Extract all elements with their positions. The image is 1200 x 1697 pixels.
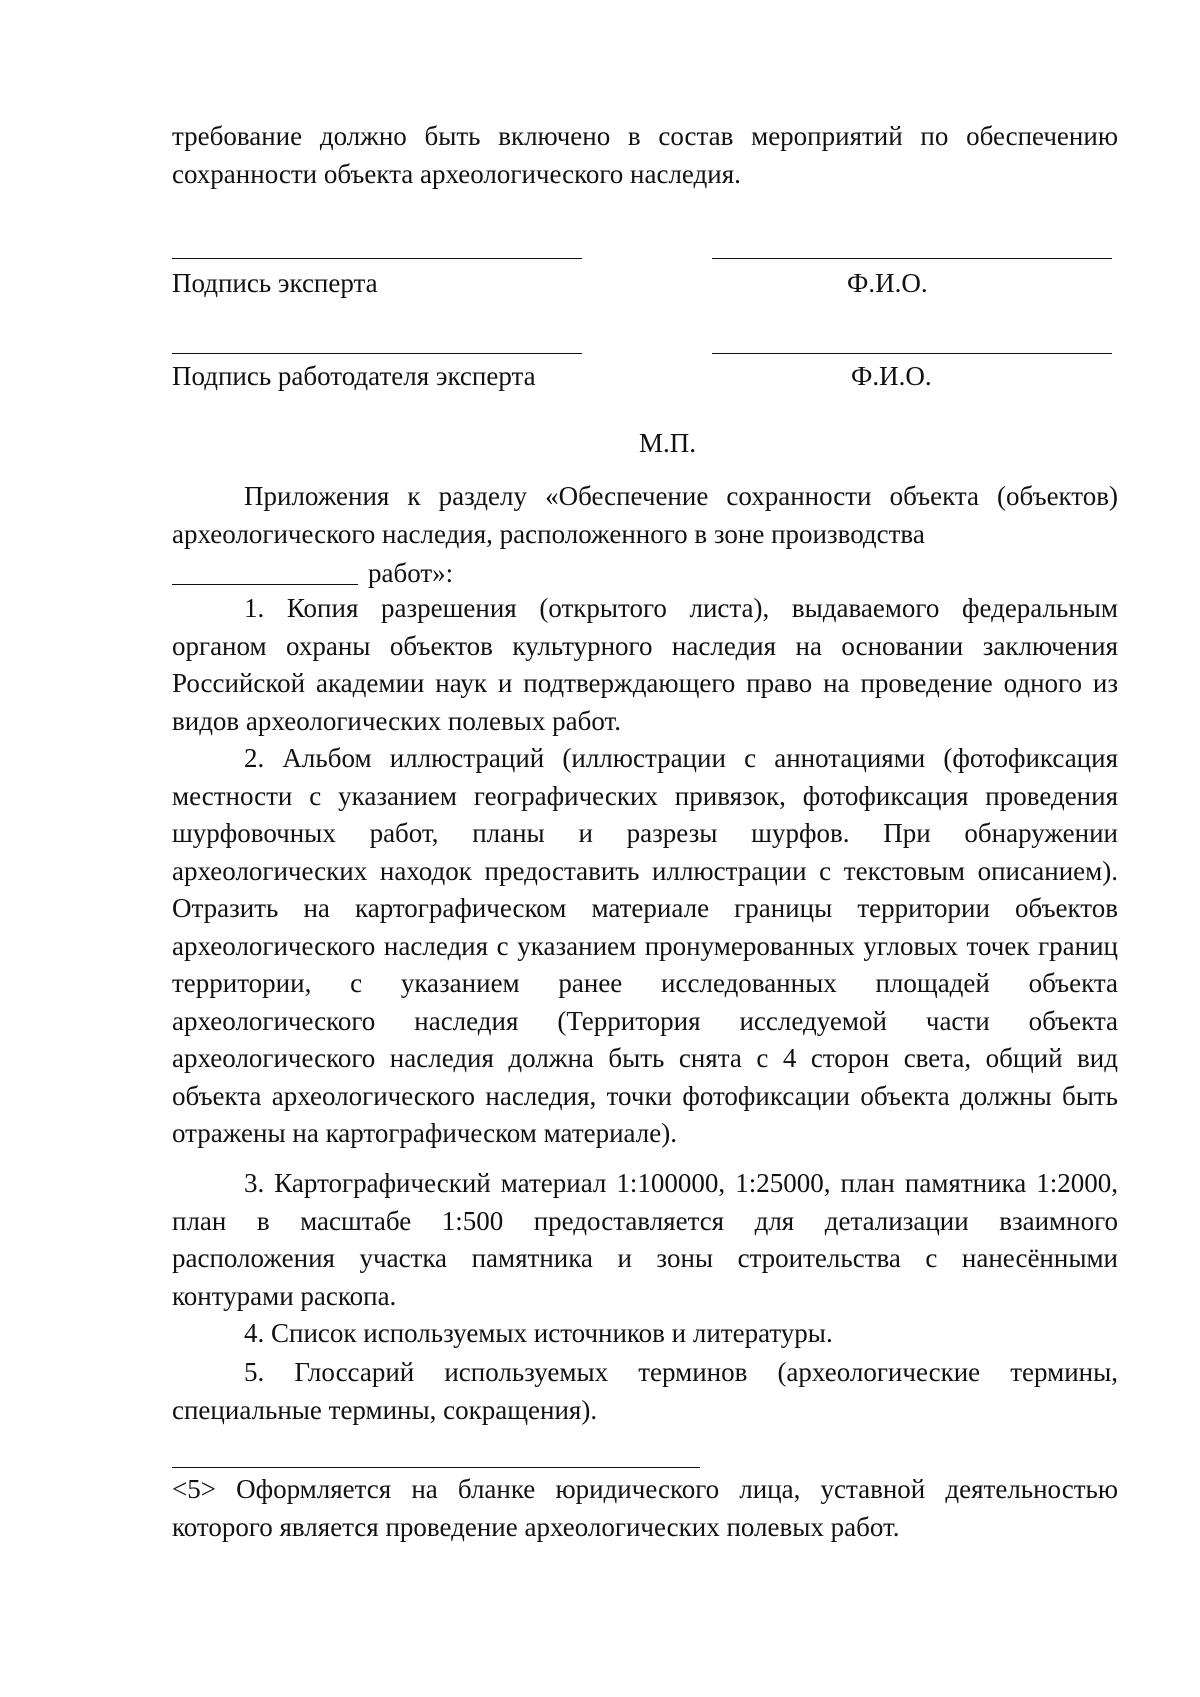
expert-name-label: Ф.И.О. xyxy=(847,268,928,298)
appendix-item: 3. Картографический материал 1:100000, 1:25000, план памятника 1:2000, план в масштабе 1:500 предоставляется для детализации взаимного расположения участка памятника и зоны строительства с нанесёнными контурами раскопа. xyxy=(172,1168,1118,1311)
employer-name-line xyxy=(712,353,1112,354)
employer-signature-label: Подпись работодателя эксперта xyxy=(172,361,536,391)
appendix-item: 5. Глоссарий используемых терминов (археологические термины, специальные термины, сокращения). xyxy=(172,1357,1118,1425)
expert-name-line xyxy=(712,258,1112,259)
appendix-heading: Приложения к разделу «Обеспечение сохранности объекта (объектов) археологического наследия, расположенного в зоне производства xyxy=(172,481,1118,549)
expert-signature-label: Подпись эксперта xyxy=(172,268,378,298)
intro-paragraph: требование должно быть включено в состав мероприятий по обеспечению сохранности объекта археологического наследия. xyxy=(172,121,1118,189)
appendix-item: 1. Копия разрешения (открытого листа), выдаваемого федеральным органом охраны объектов культурного наследия на основании заключения Российской академии наук и подтверждающего право на проведение одного из видов археологических полевых работ. xyxy=(172,593,1118,736)
appendix-heading-tail: работ»: xyxy=(368,558,454,588)
employer-signature-line xyxy=(172,353,582,354)
seal-label: М.П. xyxy=(639,428,697,458)
appendix-item: 2. Альбом иллюстраций (иллюстрации с аннотациями (фотофиксация местности с указанием географических привязок, фотофиксация проведения шурфовочных работ, планы и разрезы шурфов. При обнаружении археологических находок предоставить иллюстрации с текстовым описанием). Отразить на картографическом материале границы территории объектов археологического наследия с указанием пронумерованных угловых точек границ территории, с указанием ранее исследованных площадей объекта археологического наследия (Территория исследуемой части объекта археологического наследия должна быть снята с 4 сторон света, общий вид объекта археологического наследия, точки фотофиксации объекта должны быть отражены на картографическом материале). xyxy=(172,743,1118,1148)
footnote-separator xyxy=(172,1467,700,1468)
employer-name-label: Ф.И.О. xyxy=(851,361,932,391)
appendix-item: 4. Список используемых источников и литературы. xyxy=(244,1318,833,1348)
expert-signature-line xyxy=(172,258,582,259)
work-type-blank-line xyxy=(172,584,358,585)
footnote: <5> Оформляется на бланке юридического лица, уставной деятельностью которого является проведение археологических полевых работ. xyxy=(172,1474,1118,1542)
document-page xyxy=(172,0,1118,1697)
